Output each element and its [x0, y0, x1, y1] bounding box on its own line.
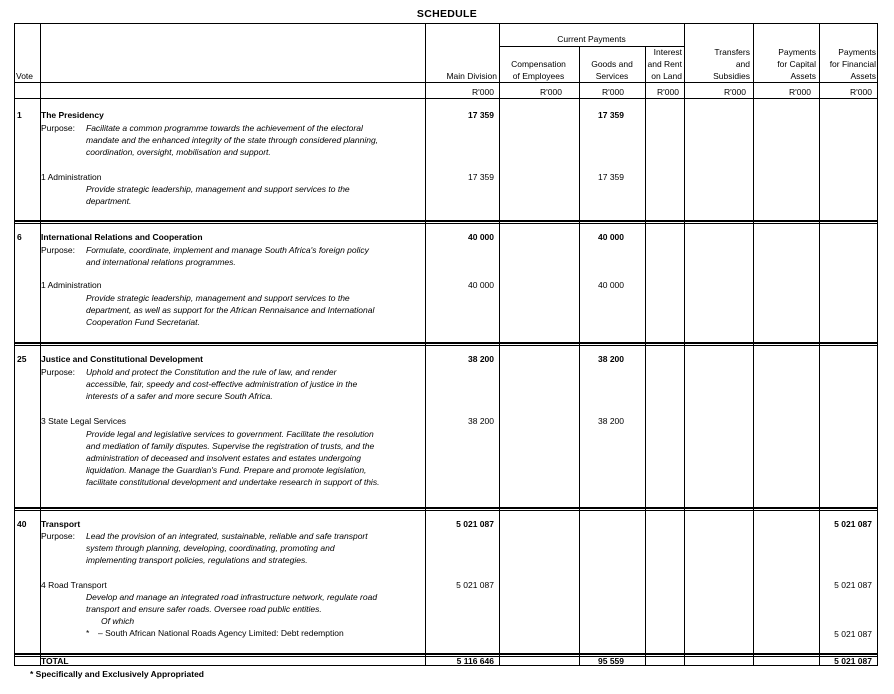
vote-number: 6	[17, 232, 22, 242]
programme-main-value: 5 021 087	[456, 580, 494, 590]
programme-desc-line: Provide strategic leadership, management and support services to the	[86, 184, 350, 194]
purpose-line: Facilitate a common programme towards the achievement of the electoral	[86, 123, 363, 133]
total-goods-value: 95 559	[598, 656, 624, 666]
programme-desc-line: department, as well as support for the African Rennaisance and International	[86, 305, 375, 315]
programme-desc-line: and mediation of family disputes. Supervise the registration of trusts, and the	[86, 441, 375, 451]
goods-value: 40 000	[598, 232, 624, 242]
purpose-line: system through planning, developing, coordinating, promoting and	[86, 543, 335, 553]
header-transfers-2: and	[735, 59, 750, 69]
purpose-line: and international relations programmes.	[86, 257, 236, 267]
header-interest-3: on Land	[651, 71, 682, 81]
header-compensation-2: of Employees	[512, 71, 565, 81]
unit-divider	[15, 98, 877, 99]
unit-capital: R'000	[789, 87, 811, 97]
main-division-value: 38 200	[468, 354, 494, 364]
programme-desc-line: administration of deceased and insolvent estates and estates undergoing	[86, 453, 362, 463]
header-interest-1: Interest	[653, 47, 682, 57]
purpose-label: Purpose:	[41, 245, 76, 255]
department-name: Transport	[41, 519, 81, 529]
programme-goods-value: 38 200	[598, 416, 624, 426]
sub-item-name: – South African National Roads Agency Limited: Debt redemption	[98, 628, 344, 638]
header-current-payments: Current Payments	[557, 34, 626, 44]
programme-desc-line: transport and ensure safer roads. Oversee road public entities.	[86, 604, 322, 614]
header-goods-1: Goods and	[591, 59, 633, 69]
programme-desc-line: liquidation. Manage the Guardian's Fund. Prepare and promote legislation,	[86, 465, 367, 475]
star-marker: *	[86, 628, 90, 638]
header-capital-3: Assets	[790, 71, 816, 81]
unit-transfers: R'000	[724, 87, 746, 97]
section-divider	[15, 507, 877, 509]
programme-desc-line: facilitate constitutional development and undertake research in support of this.	[86, 477, 380, 487]
vote-number: 1	[17, 110, 22, 120]
unit-compensation: R'000	[540, 87, 562, 97]
header-compensation-1: Compensation	[511, 59, 566, 69]
purpose-label: Purpose:	[41, 123, 76, 133]
total-main-value: 5 116 646	[456, 656, 494, 666]
programme-financial-value: 5 021 087	[834, 580, 872, 590]
unit-goods: R'000	[602, 87, 624, 97]
purpose-line: Formulate, coordinate, implement and manage South Africa's foreign policy	[86, 245, 369, 255]
section-divider	[15, 510, 877, 511]
programme-main-value: 38 200	[468, 416, 494, 426]
financial-assets-value: 5 021 087	[834, 519, 872, 529]
main-division-value: 17 359	[468, 110, 494, 120]
purpose-line: Uphold and protect the Constitution and the rule of law, and render	[86, 367, 337, 377]
programme-main-value: 40 000	[468, 280, 494, 290]
department-name: Justice and Constitutional Development	[41, 354, 203, 364]
programme-desc-line: Cooperation Fund Secretariat.	[86, 317, 200, 327]
unit-financial: R'000	[850, 87, 872, 97]
main-division-value: 5 021 087	[456, 519, 494, 529]
section-divider	[15, 345, 877, 346]
department-name: International Relations and Cooperation	[41, 232, 203, 242]
total-label: TOTAL	[41, 656, 69, 666]
programme-goods-value: 40 000	[598, 280, 624, 290]
of-which-label: Of which	[101, 616, 135, 626]
programme-desc-line: department.	[86, 196, 132, 206]
purpose-label: Purpose:	[41, 531, 76, 541]
header-financial-1: Payments	[838, 47, 876, 57]
programme-desc-line: Provide legal and legislative services to government. Facilitate the resolution	[86, 429, 374, 439]
header-vote: Vote	[16, 71, 34, 81]
purpose-label: Purpose:	[41, 367, 76, 377]
purpose-line: Lead the provision of an integrated, sustainable, reliable and safe transport	[86, 531, 368, 541]
header-goods-2: Services	[595, 71, 629, 81]
main-division-value: 40 000	[468, 232, 494, 242]
programme-desc-line: Develop and manage an integrated road infrastructure network, regulate road	[86, 592, 378, 602]
header-transfers-3: Subsidies	[713, 71, 750, 81]
header-capital-2: for Capital	[777, 59, 816, 69]
programme-main-value: 17 359	[468, 172, 494, 182]
vote-number: 40	[17, 519, 27, 529]
header-transfers-1: Transfers	[714, 47, 750, 57]
programme-desc-line: Provide strategic leadership, management and support services to the	[86, 293, 350, 303]
section-divider	[15, 223, 877, 224]
header-interest-2: and Rent	[647, 59, 682, 69]
header-financial-3: Assets	[850, 71, 876, 81]
programme-name: 3 State Legal Services	[41, 416, 127, 426]
col-divider	[645, 46, 646, 665]
header-main-division: Main Division	[446, 71, 497, 81]
purpose-line: interests of a safer and more secure South Africa.	[86, 391, 273, 401]
department-name: The Presidency	[41, 110, 104, 120]
programme-name: 1 Administration	[41, 280, 102, 290]
purpose-line: coordination, oversight, mobilisation and support.	[86, 147, 271, 157]
header-financial-2: for Financial	[829, 59, 876, 69]
unit-main: R'000	[472, 87, 494, 97]
sub-item-financial-value: 5 021 087	[834, 629, 872, 639]
purpose-line: accessible, fair, speedy and cost-effective administration of justice in the	[86, 379, 358, 389]
footnote: * Specifically and Exclusively Appropriated	[30, 669, 204, 679]
section-divider	[15, 342, 877, 344]
header-capital-1: Payments	[778, 47, 816, 57]
total-financial-value: 5 021 087	[834, 656, 872, 666]
purpose-line: mandate and the enhanced integrity of the state through considered planning,	[86, 135, 379, 145]
page-title: SCHEDULE	[416, 8, 478, 20]
vote-number: 25	[17, 354, 27, 364]
section-divider	[15, 220, 877, 222]
header-divider	[15, 82, 877, 83]
purpose-line: implementing transport policies, regulations and strategies.	[86, 555, 308, 565]
programme-name: 1 Administration	[41, 172, 102, 182]
goods-value: 38 200	[598, 354, 624, 364]
programme-name: 4 Road Transport	[41, 580, 107, 590]
unit-interest: R'000	[657, 87, 679, 97]
goods-value: 17 359	[598, 110, 624, 120]
programme-goods-value: 17 359	[598, 172, 624, 182]
